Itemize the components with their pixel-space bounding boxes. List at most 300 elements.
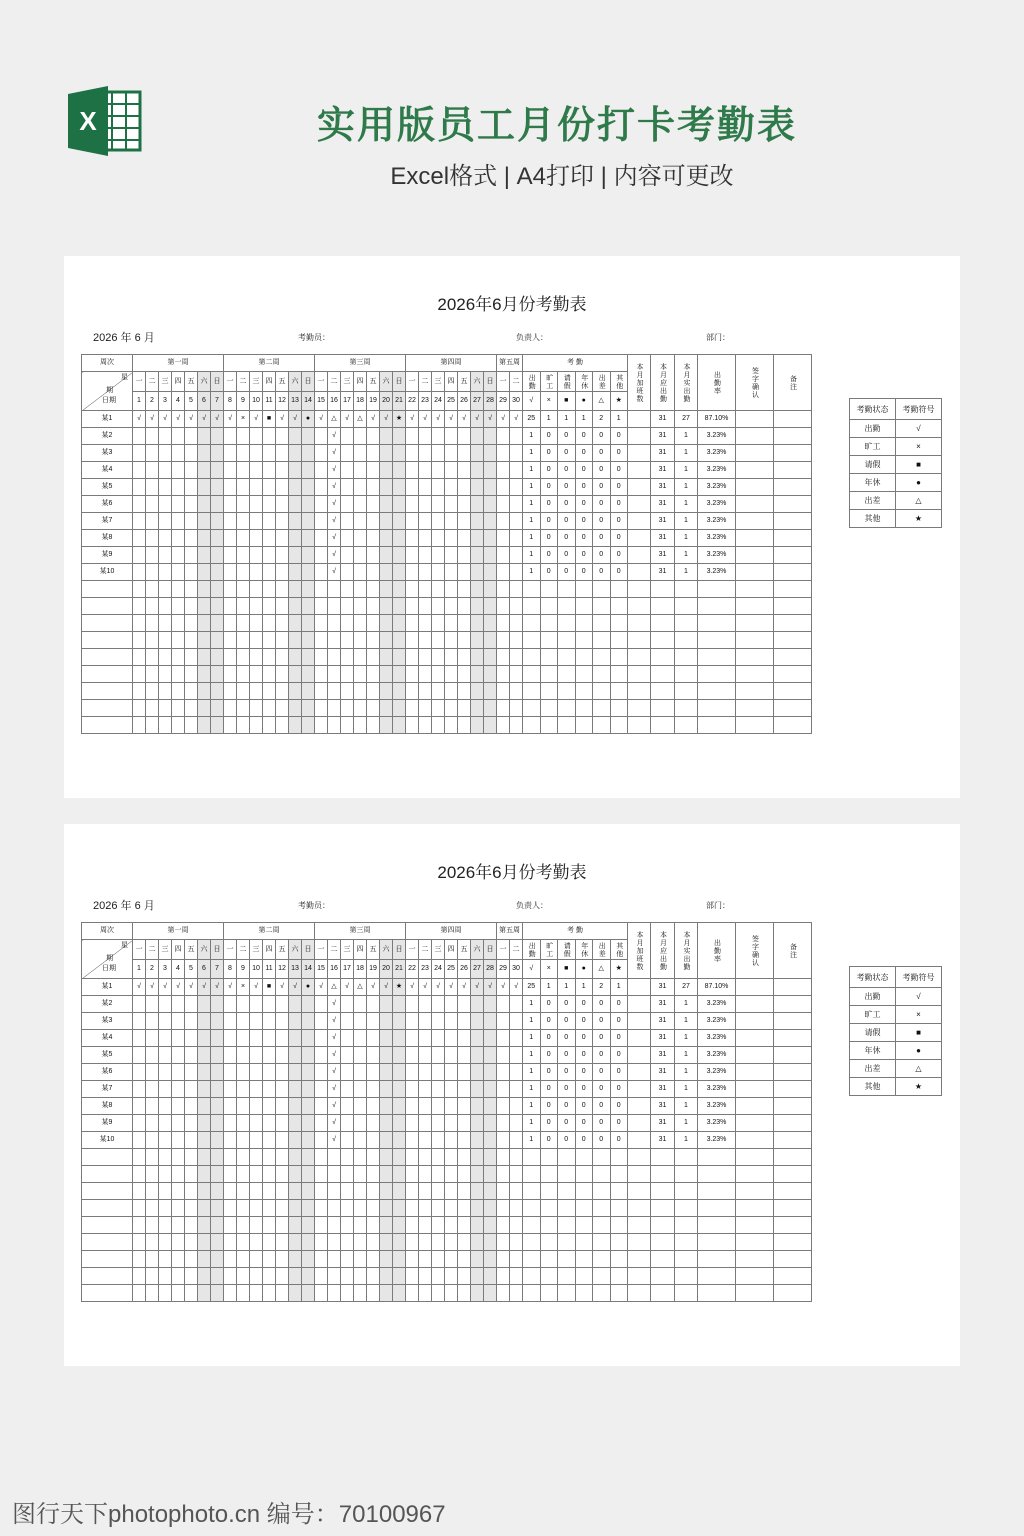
day-cell[interactable] <box>133 996 146 1013</box>
empty-cell[interactable] <box>419 1149 432 1166</box>
empty-cell[interactable] <box>341 1285 354 1302</box>
empty-cell[interactable] <box>224 683 237 700</box>
empty-cell[interactable] <box>263 632 276 649</box>
empty-cell[interactable] <box>367 1149 380 1166</box>
day-cell[interactable] <box>406 1047 419 1064</box>
empty-cell[interactable] <box>523 666 541 683</box>
empty-cell[interactable] <box>458 1149 471 1166</box>
empty-cell[interactable] <box>380 1251 393 1268</box>
day-cell[interactable]: ■ <box>263 979 276 996</box>
empty-cell[interactable] <box>211 1217 224 1234</box>
day-cell[interactable]: √ <box>328 996 341 1013</box>
day-cell[interactable]: √ <box>328 428 341 445</box>
empty-cell[interactable] <box>198 700 211 717</box>
day-cell[interactable] <box>224 496 237 513</box>
empty-cell[interactable] <box>523 598 541 615</box>
empty-cell[interactable] <box>432 649 445 666</box>
empty-cell[interactable] <box>510 1217 523 1234</box>
day-cell[interactable] <box>198 479 211 496</box>
empty-cell[interactable] <box>445 666 458 683</box>
day-cell[interactable] <box>432 1030 445 1047</box>
day-cell[interactable] <box>237 1098 250 1115</box>
empty-cell[interactable] <box>146 1251 159 1268</box>
empty-cell[interactable] <box>445 700 458 717</box>
day-cell[interactable] <box>133 547 146 564</box>
empty-cell[interactable] <box>406 1183 419 1200</box>
empty-cell[interactable] <box>328 581 341 598</box>
day-cell[interactable] <box>276 1098 289 1115</box>
day-cell[interactable] <box>432 1081 445 1098</box>
empty-cell[interactable] <box>198 598 211 615</box>
empty-cell[interactable] <box>341 1217 354 1234</box>
day-cell[interactable] <box>471 479 484 496</box>
day-cell[interactable] <box>211 547 224 564</box>
empty-cell[interactable] <box>354 649 367 666</box>
empty-cell[interactable] <box>497 1285 510 1302</box>
empty-cell[interactable] <box>146 615 159 632</box>
day-cell[interactable] <box>302 428 315 445</box>
empty-cell[interactable] <box>276 1149 289 1166</box>
empty-cell[interactable] <box>185 1183 198 1200</box>
day-cell[interactable] <box>432 1064 445 1081</box>
day-cell[interactable] <box>458 547 471 564</box>
empty-cell[interactable] <box>484 1149 497 1166</box>
empty-cell[interactable] <box>419 649 432 666</box>
day-cell[interactable]: √ <box>172 411 185 428</box>
day-cell[interactable] <box>380 1013 393 1030</box>
empty-cell[interactable] <box>393 683 406 700</box>
empty-cell[interactable] <box>774 581 812 598</box>
day-cell[interactable] <box>510 1064 523 1081</box>
day-cell[interactable] <box>367 1047 380 1064</box>
empty-cell[interactable] <box>82 1268 133 1285</box>
empty-cell[interactable] <box>628 632 651 649</box>
empty-cell[interactable] <box>146 1268 159 1285</box>
empty-cell[interactable] <box>380 632 393 649</box>
day-cell[interactable] <box>458 445 471 462</box>
empty-cell[interactable] <box>406 683 419 700</box>
day-cell[interactable] <box>406 1064 419 1081</box>
empty-cell[interactable] <box>302 666 315 683</box>
day-cell[interactable] <box>133 1064 146 1081</box>
empty-cell[interactable] <box>133 1166 146 1183</box>
day-cell[interactable] <box>198 1081 211 1098</box>
day-cell[interactable] <box>497 1064 510 1081</box>
empty-cell[interactable] <box>497 717 510 734</box>
empty-cell[interactable] <box>558 1149 576 1166</box>
empty-cell[interactable] <box>432 1217 445 1234</box>
empty-cell[interactable] <box>315 666 328 683</box>
day-cell[interactable] <box>172 564 185 581</box>
empty-cell[interactable] <box>774 632 812 649</box>
empty-cell[interactable] <box>289 1285 302 1302</box>
empty-cell[interactable] <box>675 649 698 666</box>
day-cell[interactable] <box>198 1064 211 1081</box>
day-cell[interactable] <box>133 445 146 462</box>
day-cell[interactable] <box>159 428 172 445</box>
day-cell[interactable] <box>133 1013 146 1030</box>
empty-cell[interactable] <box>82 1251 133 1268</box>
empty-cell[interactable] <box>328 1166 341 1183</box>
empty-cell[interactable] <box>82 700 133 717</box>
day-cell[interactable] <box>289 1047 302 1064</box>
empty-cell[interactable] <box>198 666 211 683</box>
empty-cell[interactable] <box>497 1251 510 1268</box>
empty-cell[interactable] <box>159 581 172 598</box>
day-cell[interactable] <box>497 530 510 547</box>
day-cell[interactable] <box>224 1115 237 1132</box>
day-cell[interactable] <box>263 996 276 1013</box>
empty-cell[interactable] <box>558 700 576 717</box>
day-cell[interactable] <box>354 1081 367 1098</box>
empty-cell[interactable] <box>211 615 224 632</box>
empty-cell[interactable] <box>610 700 628 717</box>
day-cell[interactable] <box>406 513 419 530</box>
empty-cell[interactable] <box>675 666 698 683</box>
empty-cell[interactable] <box>82 1200 133 1217</box>
day-cell[interactable] <box>250 496 263 513</box>
empty-cell[interactable] <box>540 1149 558 1166</box>
empty-cell[interactable] <box>328 1251 341 1268</box>
empty-cell[interactable] <box>593 666 611 683</box>
empty-cell[interactable] <box>133 1149 146 1166</box>
empty-cell[interactable] <box>380 683 393 700</box>
empty-cell[interactable] <box>575 1217 593 1234</box>
day-cell[interactable]: × <box>237 979 250 996</box>
day-cell[interactable] <box>211 1098 224 1115</box>
empty-cell[interactable] <box>471 1217 484 1234</box>
day-cell[interactable] <box>458 1132 471 1149</box>
day-cell[interactable] <box>302 496 315 513</box>
day-cell[interactable] <box>198 513 211 530</box>
day-cell[interactable] <box>445 513 458 530</box>
empty-cell[interactable] <box>610 666 628 683</box>
empty-cell[interactable] <box>610 683 628 700</box>
day-cell[interactable]: ★ <box>393 411 406 428</box>
empty-cell[interactable] <box>367 666 380 683</box>
empty-cell[interactable] <box>774 1149 812 1166</box>
day-cell[interactable]: √ <box>315 411 328 428</box>
empty-cell[interactable] <box>172 632 185 649</box>
day-cell[interactable] <box>406 479 419 496</box>
day-cell[interactable]: √ <box>328 530 341 547</box>
day-cell[interactable] <box>224 1047 237 1064</box>
day-cell[interactable] <box>289 564 302 581</box>
day-cell[interactable] <box>224 1064 237 1081</box>
empty-cell[interactable] <box>237 598 250 615</box>
empty-cell[interactable] <box>575 700 593 717</box>
empty-cell[interactable] <box>523 632 541 649</box>
empty-cell[interactable] <box>211 1251 224 1268</box>
day-cell[interactable] <box>237 1013 250 1030</box>
empty-cell[interactable] <box>497 1200 510 1217</box>
day-cell[interactable] <box>445 1064 458 1081</box>
day-cell[interactable] <box>237 996 250 1013</box>
empty-cell[interactable] <box>610 1268 628 1285</box>
empty-cell[interactable] <box>380 1234 393 1251</box>
empty-cell[interactable] <box>736 598 774 615</box>
empty-cell[interactable] <box>471 666 484 683</box>
empty-cell[interactable] <box>289 1234 302 1251</box>
empty-cell[interactable] <box>146 581 159 598</box>
day-cell[interactable] <box>263 496 276 513</box>
empty-cell[interactable] <box>484 1251 497 1268</box>
day-cell[interactable] <box>198 462 211 479</box>
empty-cell[interactable] <box>628 666 651 683</box>
day-cell[interactable] <box>315 1013 328 1030</box>
remark-cell[interactable] <box>774 979 812 996</box>
empty-cell[interactable] <box>237 1217 250 1234</box>
day-cell[interactable] <box>315 1081 328 1098</box>
empty-cell[interactable] <box>432 717 445 734</box>
empty-cell[interactable] <box>341 717 354 734</box>
day-cell[interactable] <box>198 1030 211 1047</box>
day-cell[interactable]: √ <box>458 411 471 428</box>
empty-cell[interactable] <box>159 615 172 632</box>
day-cell[interactable]: √ <box>367 411 380 428</box>
day-cell[interactable] <box>367 1081 380 1098</box>
empty-cell[interactable] <box>406 1166 419 1183</box>
empty-cell[interactable] <box>419 717 432 734</box>
day-cell[interactable]: √ <box>328 1115 341 1132</box>
empty-cell[interactable] <box>698 615 736 632</box>
day-cell[interactable] <box>419 428 432 445</box>
sign-cell[interactable] <box>736 1064 774 1081</box>
day-cell[interactable] <box>250 1047 263 1064</box>
day-cell[interactable] <box>302 479 315 496</box>
empty-cell[interactable] <box>393 1166 406 1183</box>
empty-cell[interactable] <box>393 615 406 632</box>
empty-cell[interactable] <box>250 649 263 666</box>
day-cell[interactable] <box>211 1047 224 1064</box>
empty-cell[interactable] <box>610 598 628 615</box>
empty-cell[interactable] <box>185 700 198 717</box>
empty-cell[interactable] <box>610 1285 628 1302</box>
day-cell[interactable] <box>380 547 393 564</box>
empty-cell[interactable] <box>224 717 237 734</box>
day-cell[interactable] <box>471 1081 484 1098</box>
day-cell[interactable]: √ <box>159 979 172 996</box>
empty-cell[interactable] <box>341 615 354 632</box>
day-cell[interactable] <box>510 513 523 530</box>
empty-cell[interactable] <box>575 1234 593 1251</box>
empty-cell[interactable] <box>250 1268 263 1285</box>
day-cell[interactable] <box>315 1115 328 1132</box>
empty-cell[interactable] <box>419 1217 432 1234</box>
day-cell[interactable] <box>302 445 315 462</box>
day-cell[interactable] <box>315 564 328 581</box>
empty-cell[interactable] <box>367 1234 380 1251</box>
day-cell[interactable] <box>302 462 315 479</box>
day-cell[interactable] <box>445 996 458 1013</box>
empty-cell[interactable] <box>510 1251 523 1268</box>
day-cell[interactable]: √ <box>250 411 263 428</box>
empty-cell[interactable] <box>558 1166 576 1183</box>
empty-cell[interactable] <box>736 700 774 717</box>
empty-cell[interactable] <box>774 1268 812 1285</box>
remark-cell[interactable] <box>774 547 812 564</box>
empty-cell[interactable] <box>675 1234 698 1251</box>
day-cell[interactable] <box>315 996 328 1013</box>
overtime-cell[interactable] <box>628 530 651 547</box>
empty-cell[interactable] <box>558 1217 576 1234</box>
empty-cell[interactable] <box>276 1200 289 1217</box>
day-cell[interactable] <box>484 1081 497 1098</box>
empty-cell[interactable] <box>698 632 736 649</box>
empty-cell[interactable] <box>575 1251 593 1268</box>
empty-cell[interactable] <box>593 615 611 632</box>
day-cell[interactable] <box>198 1132 211 1149</box>
day-cell[interactable]: √ <box>276 411 289 428</box>
day-cell[interactable] <box>315 530 328 547</box>
day-cell[interactable]: √ <box>328 445 341 462</box>
empty-cell[interactable] <box>276 666 289 683</box>
empty-cell[interactable] <box>471 1183 484 1200</box>
empty-cell[interactable] <box>263 598 276 615</box>
day-cell[interactable] <box>211 513 224 530</box>
empty-cell[interactable] <box>406 581 419 598</box>
empty-cell[interactable] <box>406 1149 419 1166</box>
empty-cell[interactable] <box>211 717 224 734</box>
empty-cell[interactable] <box>610 1234 628 1251</box>
empty-cell[interactable] <box>497 1234 510 1251</box>
empty-cell[interactable] <box>458 717 471 734</box>
empty-cell[interactable] <box>558 1268 576 1285</box>
empty-cell[interactable] <box>224 581 237 598</box>
empty-cell[interactable] <box>302 649 315 666</box>
day-cell[interactable] <box>393 530 406 547</box>
empty-cell[interactable] <box>575 649 593 666</box>
day-cell[interactable] <box>198 428 211 445</box>
empty-cell[interactable] <box>432 632 445 649</box>
day-cell[interactable] <box>133 564 146 581</box>
day-cell[interactable] <box>367 1013 380 1030</box>
day-cell[interactable] <box>458 513 471 530</box>
day-cell[interactable] <box>367 530 380 547</box>
day-cell[interactable]: √ <box>419 411 432 428</box>
empty-cell[interactable] <box>497 615 510 632</box>
day-cell[interactable] <box>393 1047 406 1064</box>
empty-cell[interactable] <box>593 632 611 649</box>
empty-cell[interactable] <box>133 666 146 683</box>
empty-cell[interactable] <box>276 649 289 666</box>
day-cell[interactable] <box>445 1098 458 1115</box>
empty-cell[interactable] <box>185 1285 198 1302</box>
empty-cell[interactable] <box>458 632 471 649</box>
sign-cell[interactable] <box>736 547 774 564</box>
empty-cell[interactable] <box>445 1149 458 1166</box>
empty-cell[interactable] <box>198 1183 211 1200</box>
empty-cell[interactable] <box>419 1183 432 1200</box>
remark-cell[interactable] <box>774 513 812 530</box>
day-cell[interactable] <box>185 1098 198 1115</box>
empty-cell[interactable] <box>211 1183 224 1200</box>
empty-cell[interactable] <box>263 649 276 666</box>
day-cell[interactable] <box>510 996 523 1013</box>
empty-cell[interactable] <box>133 649 146 666</box>
empty-cell[interactable] <box>497 581 510 598</box>
day-cell[interactable] <box>354 1030 367 1047</box>
empty-cell[interactable] <box>497 1183 510 1200</box>
empty-cell[interactable] <box>510 683 523 700</box>
empty-cell[interactable] <box>341 666 354 683</box>
empty-cell[interactable] <box>146 1149 159 1166</box>
day-cell[interactable] <box>146 513 159 530</box>
empty-cell[interactable] <box>540 1268 558 1285</box>
day-cell[interactable] <box>497 496 510 513</box>
day-cell[interactable] <box>185 564 198 581</box>
empty-cell[interactable] <box>393 1149 406 1166</box>
day-cell[interactable] <box>276 1047 289 1064</box>
empty-cell[interactable] <box>82 649 133 666</box>
day-cell[interactable]: √ <box>328 1030 341 1047</box>
day-cell[interactable]: √ <box>172 979 185 996</box>
day-cell[interactable] <box>172 445 185 462</box>
day-cell[interactable] <box>211 496 224 513</box>
sign-cell[interactable] <box>736 979 774 996</box>
day-cell[interactable] <box>185 462 198 479</box>
day-cell[interactable] <box>276 564 289 581</box>
day-cell[interactable]: √ <box>471 979 484 996</box>
day-cell[interactable] <box>419 1030 432 1047</box>
day-cell[interactable] <box>445 428 458 445</box>
empty-cell[interactable] <box>628 1234 651 1251</box>
day-cell[interactable]: √ <box>497 411 510 428</box>
day-cell[interactable] <box>237 479 250 496</box>
empty-cell[interactable] <box>328 1217 341 1234</box>
day-cell[interactable]: √ <box>328 479 341 496</box>
empty-cell[interactable] <box>185 649 198 666</box>
day-cell[interactable] <box>367 1030 380 1047</box>
empty-cell[interactable] <box>263 1200 276 1217</box>
day-cell[interactable] <box>393 1132 406 1149</box>
empty-cell[interactable] <box>497 700 510 717</box>
empty-cell[interactable] <box>445 615 458 632</box>
day-cell[interactable] <box>354 996 367 1013</box>
day-cell[interactable] <box>497 1098 510 1115</box>
empty-cell[interactable] <box>445 717 458 734</box>
day-cell[interactable]: √ <box>471 411 484 428</box>
day-cell[interactable]: √ <box>289 411 302 428</box>
day-cell[interactable] <box>354 1098 367 1115</box>
day-cell[interactable] <box>224 462 237 479</box>
empty-cell[interactable] <box>224 1234 237 1251</box>
day-cell[interactable] <box>445 1081 458 1098</box>
empty-cell[interactable] <box>393 1234 406 1251</box>
day-cell[interactable]: √ <box>146 411 159 428</box>
day-cell[interactable] <box>432 1013 445 1030</box>
empty-cell[interactable] <box>593 1217 611 1234</box>
empty-cell[interactable] <box>610 717 628 734</box>
day-cell[interactable] <box>354 479 367 496</box>
empty-cell[interactable] <box>315 649 328 666</box>
day-cell[interactable] <box>419 496 432 513</box>
empty-cell[interactable] <box>198 632 211 649</box>
empty-cell[interactable] <box>484 1166 497 1183</box>
overtime-cell[interactable] <box>628 1132 651 1149</box>
day-cell[interactable] <box>510 462 523 479</box>
day-cell[interactable] <box>250 1115 263 1132</box>
day-cell[interactable] <box>289 1115 302 1132</box>
day-cell[interactable] <box>172 1098 185 1115</box>
day-cell[interactable]: √ <box>198 411 211 428</box>
empty-cell[interactable] <box>432 1268 445 1285</box>
empty-cell[interactable] <box>484 717 497 734</box>
empty-cell[interactable] <box>432 1183 445 1200</box>
empty-cell[interactable] <box>445 1183 458 1200</box>
empty-cell[interactable] <box>484 598 497 615</box>
day-cell[interactable]: √ <box>484 411 497 428</box>
